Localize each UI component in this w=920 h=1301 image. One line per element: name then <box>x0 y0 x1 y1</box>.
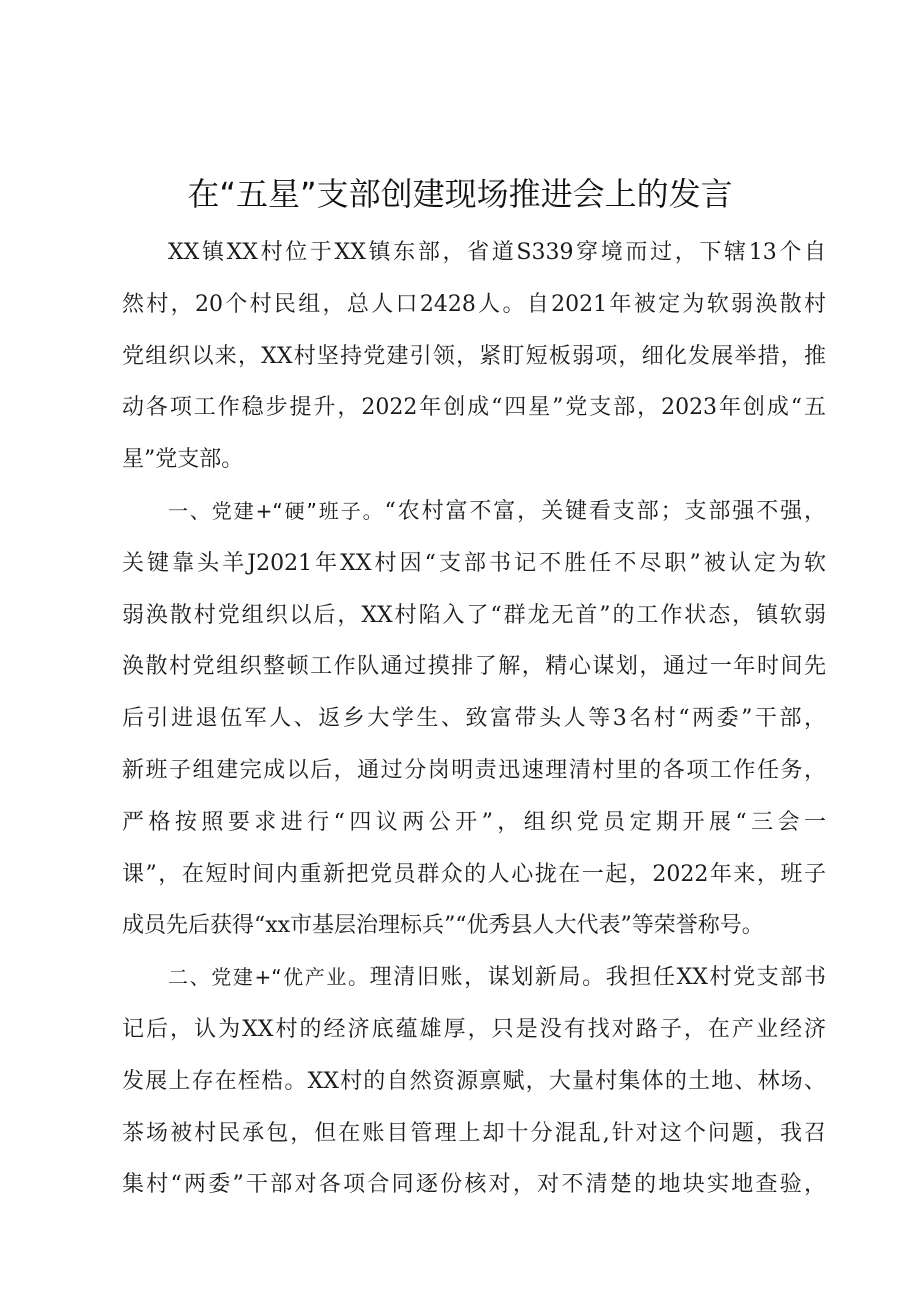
paragraph-1-line-4: 动各项工作稳步提升，2022年创成“四星”党支部，2023年创成“五 <box>122 395 826 421</box>
paragraph-2-line-4: 涣散村党组织整顿工作队通过摸排了解，精心谋划，通过一年时间先 <box>122 654 826 680</box>
section-heading-2: 二、党建+“优产业。 <box>168 965 370 990</box>
paragraph-1-line-2: 然村，20个村民组，总人口2428人。自2021年被定为软弱涣散村 <box>122 291 826 317</box>
paragraph-2-line-3: 弱涣散村党组织以后，XX村陷入了“群龙无首”的工作状态，镇软弱 <box>122 602 826 628</box>
paragraph-2-line-7: 严格按照要求进行“四议两公开”，组织党员定期开展“三会一 <box>122 809 826 835</box>
paragraph-2-line-5: 后引进退伍军人、返乡大学生、致富带头人等3名村“两委”干部， <box>122 706 826 732</box>
paragraph-2-line-6: 新班子组建完成以后，通过分岗明责迅速理清村里的各项工作任务， <box>122 757 826 783</box>
paragraph-3-line-3: 发展上存在桎梏。XX村的自然资源禀赋，大量村集体的土地、林场、 <box>122 1068 826 1094</box>
document-title: 在“五星”支部创建现场推进会上的发言 <box>187 175 733 213</box>
paragraph-2-line-1 <box>122 486 826 538</box>
paragraph-2-line-8: 课”，在短时间内重新把党员群众的人心拢在一起，2022年来，班子 <box>122 861 826 887</box>
paragraph-3-line-2: 记后，认为XX村的经济底蕴雄厚，只是没有找对路子，在产业经济 <box>122 1016 826 1042</box>
paragraph-1-line-1: XX镇XX村位于XX镇东部，省道S339穿境而过，下辖13个自 <box>168 240 826 265</box>
paragraph-1-line-5: 星”党支部。 <box>122 447 244 473</box>
paragraph-2-line-1-text: “农村富不富，关键看支部；支部强不强， <box>384 498 827 524</box>
paragraph-3-line-1 <box>122 952 826 1004</box>
paragraph-2-line-9: 成员先后获得“xx市基层治理标兵”“优秀县人大代表”等荣誉称号。 <box>122 913 764 939</box>
document-body <box>122 227 826 1211</box>
paragraph-1-line-3: 党组织以来，XX村坚持党建引领，紧盯短板弱项，细化发展举措，推 <box>122 343 826 369</box>
paragraph-2-line-2: 关键靠头羊J2021年XX村因“支部书记不胜任不尽职”被认定为软 <box>122 550 826 576</box>
paragraph-3-line-4: 茶场被村民承包，但在账目管理上却十分混乱,针对这个问题，我召 <box>122 1120 826 1146</box>
paragraph-3-line-1-text: 理清旧账，谋划新局。我担任XX村党支部书 <box>369 965 826 991</box>
section-heading-1: 一、党建+“硬”班子。 <box>168 498 385 523</box>
paragraph-3-line-5: 集村“两委”干部对各项合同逐份核对，对不清楚的地块实地查验， <box>122 1172 826 1198</box>
